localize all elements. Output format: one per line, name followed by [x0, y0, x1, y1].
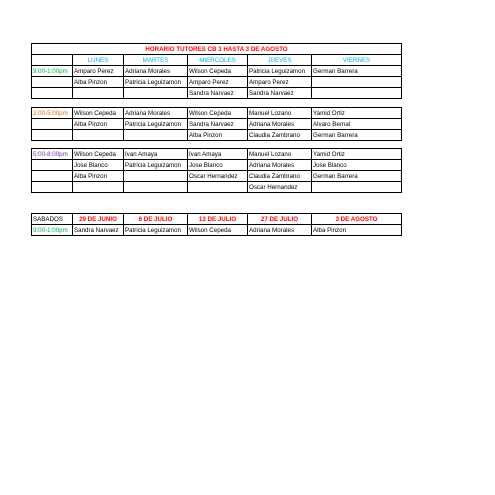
schedule-row [32, 77, 402, 88]
tutor-cell: German Barrera [312, 171, 402, 182]
day-header-martes: MARTES [124, 55, 188, 66]
schedule-table [31, 43, 402, 236]
tutor-cell: Manuel Lozano [248, 149, 312, 160]
schedule-row [32, 171, 402, 182]
time-slot-empty [32, 88, 73, 99]
tutor-cell: Oscar Hernandez [188, 171, 248, 182]
schedule-row [32, 88, 402, 99]
schedule-row [32, 160, 402, 171]
tutor-cell: Jose Blanco [73, 160, 124, 171]
tutor-cell: Amparo Perez [248, 77, 312, 88]
saturday-tutor-cell: Wilson Cepeda [188, 225, 248, 236]
tutor-cell [73, 88, 124, 99]
tutor-cell: Adriana Morales [248, 160, 312, 171]
spacer-cell [32, 99, 402, 108]
schedule-row [32, 108, 402, 119]
saturday-header-row [32, 214, 402, 225]
tutor-cell: Yamid Ortiz [312, 149, 402, 160]
tutor-cell: German Barrera [312, 66, 402, 77]
tutor-cell: Wilson Cepeda [73, 108, 124, 119]
block-spacer [32, 193, 402, 214]
tutor-cell: Adriana Morales [124, 66, 188, 77]
tutor-cell: Alba Pinzon [73, 171, 124, 182]
schedule-sheet [31, 43, 401, 236]
tutor-cell: Adriana Morales [124, 108, 188, 119]
block-spacer [32, 141, 402, 149]
time-slot-empty [32, 130, 73, 141]
day-header-viernes: VIERNES [312, 55, 402, 66]
tutor-cell: Yamid Ortiz [312, 108, 402, 119]
tutor-cell [312, 182, 402, 193]
schedule-title: HORARIO TUTORES CB 3 HASTA 3 DE AGOSTO [32, 44, 402, 55]
saturday-tutor-cell: Adriana Morales [248, 225, 312, 236]
tutor-cell [312, 77, 402, 88]
tutor-cell: Claudia Zambrano [248, 171, 312, 182]
saturday-date: 13 DE JULIO [188, 214, 248, 225]
tutor-cell: Sandra Narvaez [248, 88, 312, 99]
day-header-lunes: LUNES [73, 55, 124, 66]
tutor-cell: Wilson Cepeda [188, 66, 248, 77]
time-slot-label: 9:00-1:00pm [32, 66, 73, 77]
tutor-cell: Patricia Leguizamon [124, 160, 188, 171]
tutor-cell: Patricia Leguizamon [124, 77, 188, 88]
time-slot-label: 2:00-5:00pm [32, 108, 73, 119]
tutor-cell: Jose Blanco [188, 160, 248, 171]
tutor-cell: Wilson Cepeda [188, 108, 248, 119]
tutor-cell: Alvaro Bernal [312, 119, 402, 130]
tutor-cell [73, 130, 124, 141]
tutor-cell [73, 182, 124, 193]
block-spacer [32, 99, 402, 108]
tutor-cell: Sandra Narvaez [188, 119, 248, 130]
time-column-header [32, 55, 73, 66]
tutor-cell: Manuel Lozano [248, 108, 312, 119]
saturday-tutor-cell: Alba Pinzon [312, 225, 402, 236]
schedule-row [32, 66, 402, 77]
tutor-cell: Amparo Perez [188, 77, 248, 88]
time-slot-empty [32, 182, 73, 193]
saturday-time-label: 9:00-1:00pm [32, 225, 73, 236]
tutor-cell [124, 88, 188, 99]
saturday-date: 6 DE JULIO [124, 214, 188, 225]
tutor-cell: Ivan Amaya [188, 149, 248, 160]
time-slot-label: 5:00-8:00pm [32, 149, 73, 160]
tutor-cell: Amparo Perez [73, 66, 124, 77]
time-slot-empty [32, 77, 73, 88]
spacer-cell [32, 141, 402, 149]
schedule-row [32, 119, 402, 130]
spacer-cell [32, 193, 402, 214]
tutor-cell: Sandra Narvaez [188, 88, 248, 99]
saturday-date: 3 DE AGOSTO [312, 214, 402, 225]
tutor-cell: Alba Pinzon [188, 130, 248, 141]
schedule-row [32, 149, 402, 160]
tutor-cell [124, 171, 188, 182]
tutor-cell: Patricia Leguizamon [124, 119, 188, 130]
tutor-cell: Claudia Zambrano [248, 130, 312, 141]
schedule-row [32, 182, 402, 193]
time-slot-empty [32, 160, 73, 171]
tutor-cell: Alba Pinzon [73, 119, 124, 130]
tutor-cell: Alba Pinzon [73, 77, 124, 88]
tutor-cell [124, 182, 188, 193]
tutor-cell: Oscar Hernandez [248, 182, 312, 193]
tutor-cell: Jose Blanco [312, 160, 402, 171]
day-header-jueves: JUEVES [248, 55, 312, 66]
tutor-cell: Adriana Morales [248, 119, 312, 130]
tutor-cell: Ivan Amaya [124, 149, 188, 160]
saturday-label: SABADOS [32, 214, 73, 225]
tutor-cell: German Barrera [312, 130, 402, 141]
schedule-row [32, 130, 402, 141]
tutor-cell [312, 88, 402, 99]
time-slot-empty [32, 171, 73, 182]
saturday-tutor-cell: Sandra Narvaez [73, 225, 124, 236]
time-slot-empty [32, 119, 73, 130]
saturday-tutor-cell: Patricia Leguizamon [124, 225, 188, 236]
saturday-date: 27 DE JULIO [248, 214, 312, 225]
tutor-cell [188, 182, 248, 193]
tutor-cell [124, 130, 188, 141]
saturday-date: 29 DE JUNIO [73, 214, 124, 225]
saturday-tutor-row [32, 225, 402, 236]
day-header-miercoles: MIERCOLES [188, 55, 248, 66]
tutor-cell: Wilson Cepeda [73, 149, 124, 160]
tutor-cell: Patricia Leguizamon [248, 66, 312, 77]
